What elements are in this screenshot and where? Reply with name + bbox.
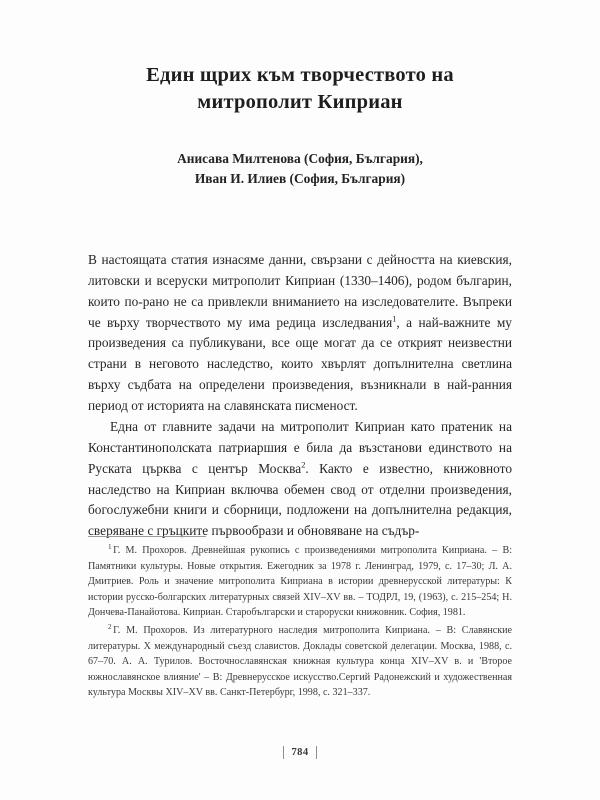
- page-number: [88, 742, 512, 760]
- page-content-column: [88, 0, 512, 800]
- paragraph-1-text: В настоящата статия изнасяме данни, свързани с дейността на киевския, литовски и всеруски митрополит Киприан (1330–1406), родом българин, които по-рано не са привлекли вниманието на изследователите. Въпреки че върху творчеството му има редица изследвания: [88, 251, 512, 330]
- paragraph-2-text: Една от главните задачи на митрополит Киприан като пратеник на Константинополската патриаршия е била да възстанови единството на Руската църква с център Москва: [88, 418, 512, 476]
- footnote-1: [88, 543, 512, 621]
- footnote-number-2: 2: [108, 622, 112, 631]
- footnote-section: [88, 536, 512, 703]
- paragraph-1-continuation: , а най-важните му произведения са публикувани, все още могат да се открият неизвестни страни в неговото наследство, които хвърлят допълнителна светлина върху съдбата на определени произведения, възникнали в най-ранния период от историята на славянската писменост.: [88, 314, 512, 414]
- paragraph-2-continuation: . Както е известно, книжовното наследство на Киприан включва обемен свод от отделни произведения, богослужебни книги и сборници, подложени на допълнителна редакция, сверяване с гръцките първообрази и обновяване на съдър-: [88, 460, 512, 539]
- footnote-separator-rule: [88, 536, 206, 537]
- body-text: [88, 188, 512, 542]
- title-line-1: Един щрих към творчеството на: [146, 64, 454, 86]
- paragraph-1: [88, 250, 512, 417]
- author-line-1: Анисава Милтенова (София, България),: [177, 151, 423, 167]
- footnote-number-1: 1: [108, 542, 112, 551]
- paragraph-2: [88, 417, 512, 542]
- page-number-value: 784: [283, 746, 316, 759]
- footnote-1-text: Г. М. Прохоров. Древнейшая рукопись с произведениями митрополита Киприана. – В: Памятники культуры. Новые открытия. Ежегодник за 1978 г. Ленинград, 1979, с. 17–30; Л. А. Дмитриев. Роль и значение митрополита Киприана в истории древнерусской литературы: К истории русско-болгарских литературных связей XIV–XV вв. – ТОДРЛ, 19, (1963), с. 215–254; Н. Дончева-Панайотова. Киприан. Старобългарски и староруски книжовник. София, 1981.: [88, 545, 512, 619]
- footnote-2-text: Г. М. Прохоров. Из литературного наследия митрополита Киприана. – В: Славянские литературы. X международный съезд славистов. Доклады советской делегации. Москва, 1988, с. 67–70. А. А. Турилов. Восточнославянская книжная культура конца XIV–XV в. и 'Второе южнославянское влияние' – В: Древнерусское искусство.Сергий Радонежский и художественная культура Москвы XIV–XV вв. Санкт-Петербург, 1998, с. 321–337.: [88, 624, 512, 699]
- author-block: [88, 116, 512, 188]
- author-line-2: Иван И. Илиев (София, България): [194, 170, 406, 186]
- page-title: [88, 0, 512, 116]
- title-line-2: митрополит Киприан: [197, 91, 403, 114]
- footnote-ref-1[interactable]: 1: [392, 314, 397, 324]
- footnote-2: [88, 623, 512, 701]
- footnote-ref-2[interactable]: 2: [301, 460, 306, 470]
